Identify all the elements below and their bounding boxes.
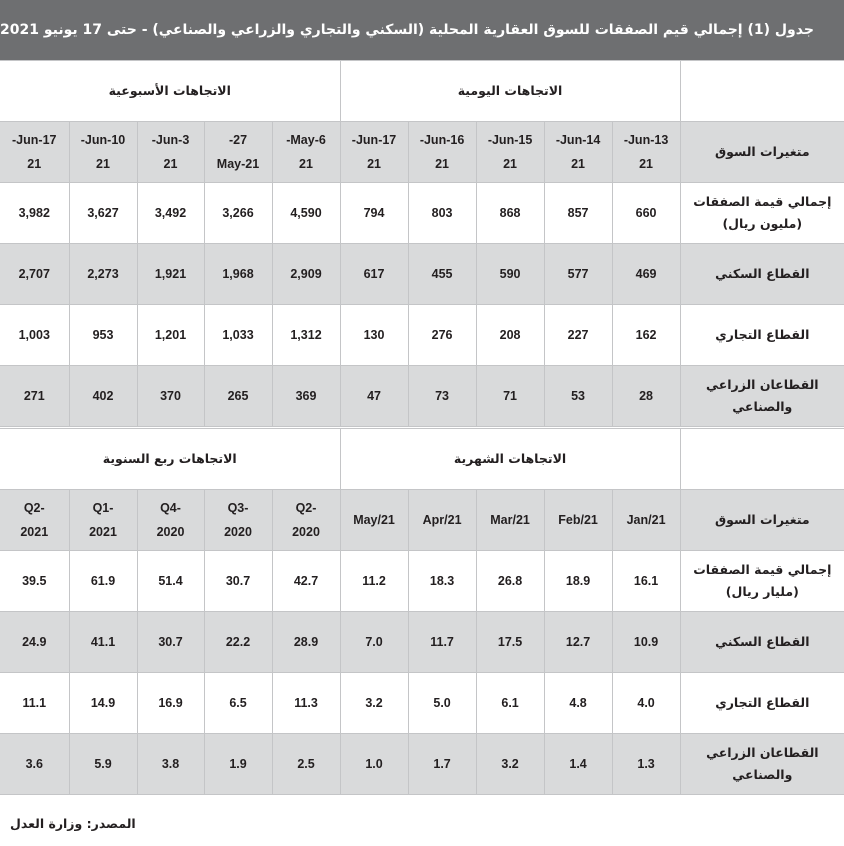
column-header: 17-Jun- 21 <box>0 122 69 183</box>
table-cell: 51.4 <box>137 551 204 612</box>
column-header: 17-Jun- 21 <box>340 122 408 183</box>
table-cell: 3,627 <box>69 183 137 244</box>
table-row <box>0 612 844 673</box>
table-row <box>0 244 844 305</box>
table-cell: 73 <box>408 366 476 427</box>
table-cell: 2.5 <box>272 734 340 795</box>
column-header: 3-Jun- 21 <box>137 122 204 183</box>
table-row <box>0 734 844 795</box>
table-cell: 3,266 <box>204 183 272 244</box>
table-cell: 577 <box>544 244 612 305</box>
table-cell: 3.2 <box>476 734 544 795</box>
table-cell: 455 <box>408 244 476 305</box>
table-cell: 30.7 <box>137 612 204 673</box>
table-cell: 16.1 <box>612 551 680 612</box>
table-cell: 803 <box>408 183 476 244</box>
daily-weekly-table <box>0 60 844 427</box>
column-header: 6-May- 21 <box>272 122 340 183</box>
table-cell: 1,312 <box>272 305 340 366</box>
table-cell: 130 <box>340 305 408 366</box>
table-cell: 1.4 <box>544 734 612 795</box>
table-cell: 5.0 <box>408 673 476 734</box>
table-cell: 1,201 <box>137 305 204 366</box>
table-cell: 17.5 <box>476 612 544 673</box>
table-cell: 2,707 <box>0 244 69 305</box>
table-cell: 11.2 <box>340 551 408 612</box>
table-cell: 22.2 <box>204 612 272 673</box>
table-cell: 2,273 <box>69 244 137 305</box>
group-header: الاتجاهات ربع السنوية <box>0 429 340 490</box>
table-cell: 660 <box>612 183 680 244</box>
table-cell: 4.0 <box>612 673 680 734</box>
column-header: 14-Jun- 21 <box>544 122 612 183</box>
table-cell: 28 <box>612 366 680 427</box>
table-cell: 6.5 <box>204 673 272 734</box>
table-cell: 53 <box>544 366 612 427</box>
table-cell: 3,492 <box>137 183 204 244</box>
table-cell: 265 <box>204 366 272 427</box>
group-header-empty <box>680 61 844 122</box>
table-cell: 39.5 <box>0 551 69 612</box>
table-cell: 47 <box>340 366 408 427</box>
table-cell: 402 <box>69 366 137 427</box>
column-header: May/21 <box>340 490 408 551</box>
column-header-row <box>0 122 844 183</box>
row-label: القطاع التجاري <box>680 673 844 734</box>
table-cell: 1,003 <box>0 305 69 366</box>
table-cell: 2,909 <box>272 244 340 305</box>
table-cell: 11.1 <box>0 673 69 734</box>
table-cell: 227 <box>544 305 612 366</box>
table-cell: 1,921 <box>137 244 204 305</box>
table-cell: 41.1 <box>69 612 137 673</box>
group-header: الاتجاهات اليومية <box>340 61 680 122</box>
column-header: -Q3 2020 <box>204 490 272 551</box>
table-cell: 1,968 <box>204 244 272 305</box>
table-title-bar <box>0 0 844 60</box>
group-header-empty <box>680 429 844 490</box>
column-header: 16-Jun- 21 <box>408 122 476 183</box>
table-cell: 868 <box>476 183 544 244</box>
group-header: الاتجاهات الشهرية <box>340 429 680 490</box>
row-label: القطاع السكني <box>680 244 844 305</box>
column-header: -Q2 2021 <box>0 490 69 551</box>
table-cell: 7.0 <box>340 612 408 673</box>
table-cell: 1,033 <box>204 305 272 366</box>
table-cell: 6.1 <box>476 673 544 734</box>
table-cell: 208 <box>476 305 544 366</box>
group-header-row <box>0 429 844 490</box>
table-cell: 18.9 <box>544 551 612 612</box>
table-cell: 11.7 <box>408 612 476 673</box>
table-cell: 14.9 <box>69 673 137 734</box>
table-row <box>0 305 844 366</box>
source-note <box>0 816 844 831</box>
row-label: القطاعان الزراعي والصناعي <box>680 734 844 795</box>
table-row <box>0 183 844 244</box>
table-cell: 953 <box>69 305 137 366</box>
row-label-header: متغيرات السوق <box>680 490 844 551</box>
table-row <box>0 366 844 427</box>
column-header: -Q1 2021 <box>69 490 137 551</box>
table-cell: 5.9 <box>69 734 137 795</box>
table-cell: 370 <box>137 366 204 427</box>
column-header: 27- May-21 <box>204 122 272 183</box>
table-cell: 271 <box>0 366 69 427</box>
row-label: إجمالي قيمة الصفقات (مليون ريال) <box>680 183 844 244</box>
row-label: القطاع التجاري <box>680 305 844 366</box>
column-header: Jan/21 <box>612 490 680 551</box>
column-header: 10-Jun- 21 <box>69 122 137 183</box>
table-cell: 1.0 <box>340 734 408 795</box>
table-cell: 469 <box>612 244 680 305</box>
table-cell: 1.3 <box>612 734 680 795</box>
table-cell: 1.9 <box>204 734 272 795</box>
table-cell: 857 <box>544 183 612 244</box>
column-header: 15-Jun- 21 <box>476 122 544 183</box>
table-cell: 24.9 <box>0 612 69 673</box>
table-cell: 11.3 <box>272 673 340 734</box>
row-label: القطاعان الزراعي والصناعي <box>680 366 844 427</box>
table-cell: 16.9 <box>137 673 204 734</box>
table-cell: 3,982 <box>0 183 69 244</box>
column-header: 13-Jun- 21 <box>612 122 680 183</box>
table-cell: 4,590 <box>272 183 340 244</box>
table-cell: 3.6 <box>0 734 69 795</box>
table-cell: 3.2 <box>340 673 408 734</box>
table-cell: 794 <box>340 183 408 244</box>
group-header-row <box>0 61 844 122</box>
table-cell: 30.7 <box>204 551 272 612</box>
table-row <box>0 673 844 734</box>
table-cell: 276 <box>408 305 476 366</box>
table-cell: 10.9 <box>612 612 680 673</box>
table-row <box>0 551 844 612</box>
table-cell: 12.7 <box>544 612 612 673</box>
column-header-row <box>0 490 844 551</box>
table-cell: 61.9 <box>69 551 137 612</box>
table-cell: 162 <box>612 305 680 366</box>
table-cell: 18.3 <box>408 551 476 612</box>
table-cell: 369 <box>272 366 340 427</box>
table-cell: 590 <box>476 244 544 305</box>
column-header: -Q2 2020 <box>272 490 340 551</box>
row-label: القطاع السكني <box>680 612 844 673</box>
table-title: جدول (1) إجمالي قيم الصفقات للسوق العقارية المحلية (السكني والتجاري والزراعي والصناعي) - حتى 17 يونيو 2021 <box>0 22 814 38</box>
table-cell: 42.7 <box>272 551 340 612</box>
column-header: Apr/21 <box>408 490 476 551</box>
source-text: المصدر: وزارة العدل <box>10 816 136 831</box>
row-label: إجمالي قيمة الصفقات (مليار ريال) <box>680 551 844 612</box>
table-cell: 4.8 <box>544 673 612 734</box>
monthly-quarterly-table <box>0 428 844 795</box>
row-label-header: متغيرات السوق <box>680 122 844 183</box>
column-header: -Q4 2020 <box>137 490 204 551</box>
table-cell: 28.9 <box>272 612 340 673</box>
table-cell: 3.8 <box>137 734 204 795</box>
group-header: الاتجاهات الأسبوعية <box>0 61 340 122</box>
column-header: Feb/21 <box>544 490 612 551</box>
table-cell: 26.8 <box>476 551 544 612</box>
table-cell: 617 <box>340 244 408 305</box>
table-cell: 1.7 <box>408 734 476 795</box>
table-cell: 71 <box>476 366 544 427</box>
column-header: Mar/21 <box>476 490 544 551</box>
